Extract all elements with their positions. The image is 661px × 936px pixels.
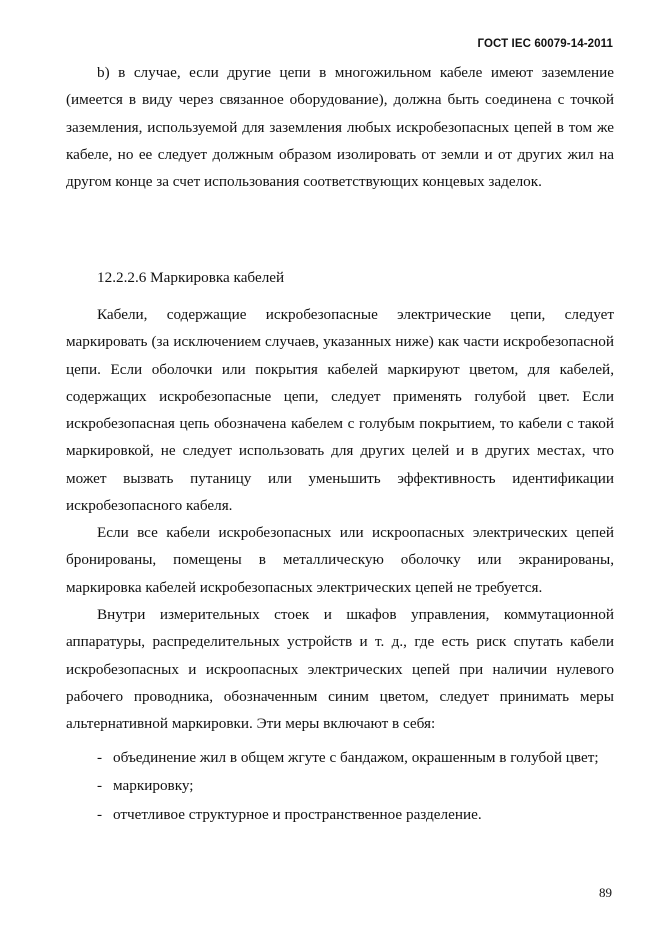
list-item-text: объединение жил в общем жгуте с бандажом, окрашенным в голубой цвет; xyxy=(113,749,599,766)
document-header: ГОСТ IEC 60079-14-2011 xyxy=(477,38,613,50)
section-heading: 12.2.2.6 Маркировка кабелей xyxy=(97,269,285,286)
list-item xyxy=(97,772,617,799)
list-item xyxy=(97,744,617,771)
list-item xyxy=(97,801,617,828)
paragraph-item-b: b) в случае, если другие цепи в многожильном кабеле имеют заземление (имеется в виду через связанное оборудование), должна быть соединена с точкой заземления, используемой для заземления любых искробезопасных цепей в том же кабеле, но ее следует должным образом изолировать от земли и от других жил на другом конце за счет использования соответствующих концевых заделок. xyxy=(66,64,614,191)
page-number: 89 xyxy=(599,885,612,900)
paragraph-alternative-marking: Внутри измерительных стоек и шкафов управления, коммутационной аппаратуры, распределительных устройств и т. д., где есть риск спутать кабели искробезопасных и искроопасных электрических цепей при наличии нулевого рабочего проводника, обозначенным синим цветом, следует принимать меры альтернативной маркировки. Эти меры включают в себя: xyxy=(66,606,614,733)
list-bullet: - xyxy=(97,749,103,766)
paragraph-armored-cables: Если все кабели искробезопасных или искроопасных электрических цепей бронированы, помещены в металлическую оболочку или экранированы, маркировка кабелей искробезопасных электрических цепей не требуется. xyxy=(66,524,614,596)
paragraph-cable-marking: Кабели, содержащие искробезопасные электрические цепи, следует маркировать (за исключением случаев, указанных ниже) как части искробезопасной цепи. Если оболочки или покрытия кабелей маркируют цветом, для кабелей, содержащих искробезопасные цепи, следует применять голубой цвет. Если искробезопасная цепь обозначена кабелем с голубым покрытием, то кабели с такой маркировкой, не следует использовать для других целей и в других местах, что может вызвать путаницу или уменьшить эффективность идентификации искробезопасного кабеля. xyxy=(66,306,614,515)
list-item-text: отчетливое структурное и пространственное разделение. xyxy=(113,806,482,823)
list-bullet: - xyxy=(97,777,103,794)
list-item-text: маркировку; xyxy=(113,777,194,794)
list-bullet: - xyxy=(97,806,103,823)
